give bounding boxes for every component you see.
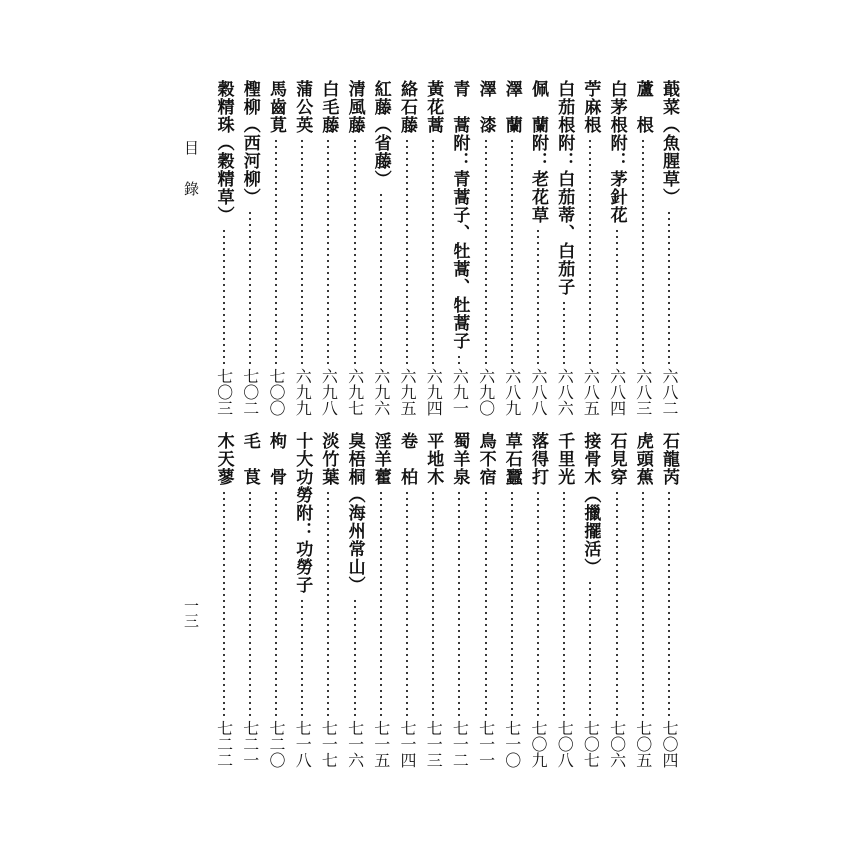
toc-entry bbox=[551, 432, 577, 768]
toc-entry bbox=[289, 432, 315, 768]
entry-title: 蒲公英 bbox=[292, 80, 313, 134]
toc-entry bbox=[473, 432, 499, 768]
toc-entry bbox=[499, 80, 525, 416]
page-number: 一三 bbox=[182, 598, 200, 628]
dot-leader bbox=[380, 192, 382, 364]
dot-leader bbox=[406, 138, 408, 364]
entry-page-number: 六九五 bbox=[398, 368, 417, 416]
toc-entry bbox=[420, 432, 446, 768]
entry-title: 石見穿 bbox=[606, 432, 627, 486]
entry-page-number: 六九八 bbox=[319, 368, 339, 416]
section-title: 目錄 bbox=[182, 140, 200, 222]
entry-page-number: 六八九 bbox=[502, 368, 522, 416]
entry-title: 白茅根附：茅針花 bbox=[606, 80, 627, 224]
entry-page-number: 七一一 bbox=[476, 720, 496, 768]
entry-page-number: 七一六 bbox=[345, 720, 365, 768]
dot-leader bbox=[563, 490, 565, 716]
dot-leader bbox=[249, 210, 251, 364]
entry-title: 虎頭蕉 bbox=[632, 432, 653, 486]
entry-title: 穀精珠（穀精草） bbox=[213, 80, 234, 224]
dot-leader bbox=[458, 490, 460, 716]
toc-entry bbox=[211, 432, 237, 768]
dot-leader bbox=[668, 490, 670, 716]
entry-title: 接骨木（擸擺活） bbox=[580, 432, 601, 576]
dot-leader bbox=[432, 490, 434, 716]
entry-title: 蘆 根 bbox=[632, 80, 653, 134]
entry-title: 清風藤 bbox=[344, 80, 365, 134]
toc-entry bbox=[473, 80, 499, 416]
entry-page-number: 六八二 bbox=[660, 368, 679, 416]
entry-page-number: 七二〇 bbox=[267, 720, 286, 768]
toc-entry bbox=[237, 80, 263, 416]
dot-leader bbox=[668, 210, 670, 364]
toc-entry bbox=[342, 432, 368, 768]
entry-page-number: 七二二 bbox=[214, 720, 234, 768]
dot-leader bbox=[275, 490, 277, 716]
entry-title: 絡石藤 bbox=[397, 80, 417, 134]
dot-leader bbox=[511, 490, 513, 716]
entry-title: 青 蒿附：青蒿子、牡蒿、牡蒿子 bbox=[449, 80, 470, 350]
dot-leader bbox=[275, 138, 277, 364]
dot-leader bbox=[458, 354, 460, 364]
toc-entry bbox=[394, 80, 420, 416]
entry-page-number: 七〇五 bbox=[633, 720, 653, 768]
entry-page-number: 六八四 bbox=[607, 368, 627, 416]
toc-entry bbox=[368, 432, 394, 768]
entry-page-number: 七一四 bbox=[398, 720, 417, 768]
entry-title: 淫羊藿 bbox=[370, 432, 391, 486]
dot-leader bbox=[616, 490, 618, 716]
entry-title: 臭梧桐（海州常山） bbox=[344, 432, 365, 594]
entry-title: 澤 蘭 bbox=[501, 80, 522, 134]
entry-title: 蕺菜（魚腥草） bbox=[659, 80, 679, 206]
entry-page-number: 七〇二 bbox=[240, 368, 260, 416]
dot-leader bbox=[354, 138, 356, 364]
entry-page-number: 六九六 bbox=[371, 368, 391, 416]
dot-leader bbox=[642, 138, 644, 364]
toc-entry bbox=[446, 432, 472, 768]
toc-entry bbox=[656, 80, 682, 416]
dot-leader bbox=[589, 138, 591, 364]
entry-title: 毛 茛 bbox=[239, 432, 260, 486]
dot-leader bbox=[249, 490, 251, 716]
dot-leader bbox=[327, 138, 329, 364]
toc-entry bbox=[211, 80, 237, 416]
dot-leader bbox=[406, 490, 408, 716]
entry-title: 平地木 bbox=[423, 432, 444, 486]
entry-title: 佩 蘭附：老花草 bbox=[528, 80, 548, 224]
dot-leader bbox=[301, 598, 303, 716]
entry-page-number: 七〇八 bbox=[555, 720, 575, 768]
entry-page-number: 七〇四 bbox=[660, 720, 679, 768]
entry-page-number: 六九七 bbox=[345, 368, 365, 416]
entry-page-number: 七一五 bbox=[371, 720, 391, 768]
entry-title: 澤 漆 bbox=[475, 80, 496, 134]
dot-leader bbox=[537, 228, 539, 364]
entry-page-number: 六八六 bbox=[555, 368, 575, 416]
dot-leader bbox=[485, 490, 487, 716]
entry-page-number: 六八三 bbox=[633, 368, 653, 416]
entry-title: 苧麻根 bbox=[580, 80, 601, 134]
entry-title: 檉柳（西河柳） bbox=[239, 80, 260, 206]
dot-leader bbox=[380, 490, 382, 716]
toc-entry bbox=[263, 80, 289, 416]
entry-page-number: 七二一 bbox=[240, 720, 260, 768]
entry-page-number: 七一〇 bbox=[502, 720, 522, 768]
entry-title: 白毛藤 bbox=[318, 80, 339, 134]
dot-leader bbox=[223, 490, 225, 716]
entry-page-number: 六九九 bbox=[293, 368, 313, 416]
toc-entry bbox=[237, 432, 263, 768]
dot-leader bbox=[327, 490, 329, 716]
toc-entry bbox=[315, 432, 341, 768]
entry-page-number: 七一三 bbox=[424, 720, 444, 768]
dot-leader bbox=[537, 490, 539, 716]
entry-page-number: 六八五 bbox=[581, 368, 601, 416]
entry-title: 黃花蒿 bbox=[423, 80, 444, 134]
dot-leader bbox=[589, 580, 591, 716]
entry-page-number: 六九〇 bbox=[476, 368, 496, 416]
toc-entry bbox=[551, 80, 577, 416]
toc-entry bbox=[499, 432, 525, 768]
toc-entry bbox=[446, 80, 472, 416]
entry-page-number: 七〇〇 bbox=[267, 368, 286, 416]
entry-title: 白茄根附：白茄蒂、白茄子 bbox=[554, 80, 575, 296]
entry-title: 蜀羊泉 bbox=[449, 432, 470, 486]
entry-page-number: 七〇六 bbox=[607, 720, 627, 768]
entry-page-number: 六八八 bbox=[529, 368, 548, 416]
dot-leader bbox=[485, 138, 487, 364]
toc-entry bbox=[630, 432, 656, 768]
entry-title: 馬齒莧 bbox=[266, 80, 286, 134]
dot-leader bbox=[511, 138, 513, 364]
entry-page-number: 七一二 bbox=[450, 720, 470, 768]
toc-entry bbox=[656, 432, 682, 768]
entry-title: 卷 柏 bbox=[397, 432, 417, 486]
dot-leader bbox=[642, 490, 644, 716]
entry-page-number: 七一八 bbox=[293, 720, 313, 768]
dot-leader bbox=[432, 138, 434, 364]
toc-entry bbox=[525, 80, 551, 416]
entry-title: 草石蠶 bbox=[501, 432, 522, 486]
entry-title: 枸 骨 bbox=[266, 432, 286, 486]
toc-entry bbox=[342, 80, 368, 416]
dot-leader bbox=[301, 138, 303, 364]
toc-entry bbox=[577, 80, 603, 416]
entry-title: 落得打 bbox=[528, 432, 548, 486]
toc-entry bbox=[394, 432, 420, 768]
dot-leader bbox=[563, 300, 565, 364]
entry-title: 淡竹葉 bbox=[318, 432, 339, 486]
entry-title: 紅藤（省藤） bbox=[370, 80, 391, 188]
toc-entry bbox=[368, 80, 394, 416]
toc-entry bbox=[577, 432, 603, 768]
entry-title: 木天蓼 bbox=[213, 432, 234, 486]
dot-leader bbox=[616, 228, 618, 364]
entry-page-number: 六九四 bbox=[424, 368, 444, 416]
entry-title: 鳥不宿 bbox=[475, 432, 496, 486]
toc-entry bbox=[604, 432, 630, 768]
toc-entry bbox=[289, 80, 315, 416]
entry-title: 十大功勞附：功勞子 bbox=[292, 432, 313, 594]
entry-page-number: 六九一 bbox=[450, 368, 470, 416]
entry-title: 石龍芮 bbox=[659, 432, 679, 486]
toc-entry bbox=[315, 80, 341, 416]
toc-entry bbox=[263, 432, 289, 768]
entry-page-number: 七〇三 bbox=[214, 368, 234, 416]
toc-entry bbox=[604, 80, 630, 416]
entry-page-number: 七一七 bbox=[319, 720, 339, 768]
toc-entry bbox=[630, 80, 656, 416]
toc-entry bbox=[420, 80, 446, 416]
toc-entry bbox=[525, 432, 551, 768]
dot-leader bbox=[354, 598, 356, 716]
dot-leader bbox=[223, 228, 225, 364]
entry-page-number: 七〇九 bbox=[529, 720, 548, 768]
entry-page-number: 七〇七 bbox=[581, 720, 601, 768]
entry-title: 千里光 bbox=[554, 432, 575, 486]
